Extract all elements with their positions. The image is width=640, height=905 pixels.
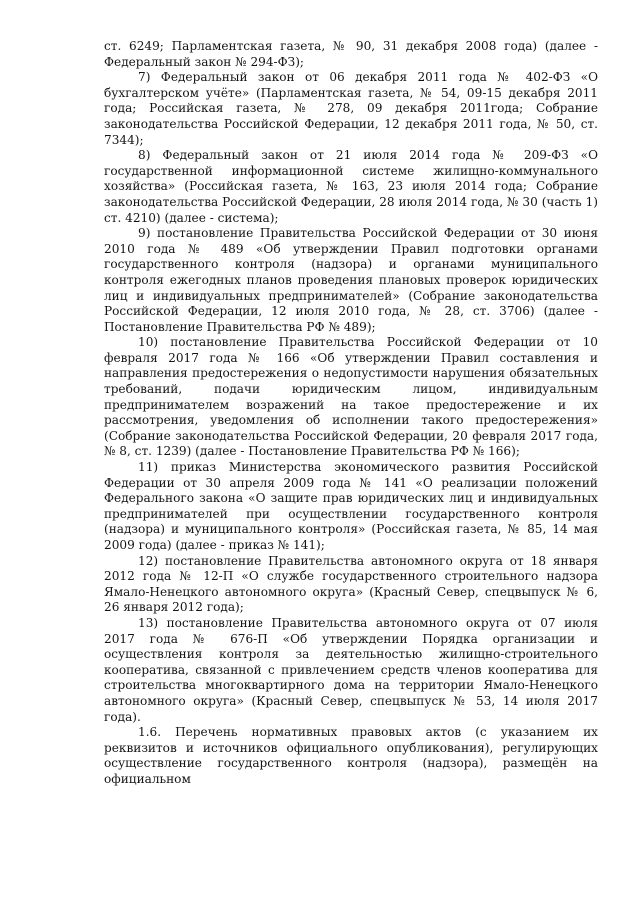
- document-page: [104, 39, 598, 788]
- list-item-8: 8) Федеральный закон от 21 июля 2014 года № 209-ФЗ «О государственной информационной системе жилищно-коммунального хозяйства» (Российская газета, № 163, 23 июля 2014 года; Собрание законодательства Российской Федерации, 28 июля 2014 года, № 30 (часть 1) ст. 4210) (далее - система);: [104, 148, 598, 225]
- list-item-10: 10) постановление Правительства Российской Федерации от 10 февраля 2017 года № 166 «Об утверждении Правил составления и направления предостережения о недопустимости нарушения обязательных требований, подачи юридическим лицом, индивидуальным предпринимателем возражений на такое предостережение и их рассмотрения, уведомления об исполнении такого предостережения» (Собрание законодательства Российской Федерации, 20 февраля 2017 года, № 8, ст. 1239) (далее - Постановление Правительства РФ № 166);: [104, 335, 598, 459]
- list-item-9: 9) постановление Правительства Российской Федерации от 30 июня 2010 года № 489 «Об утверждении Правил подготовки органами государственного контроля (надзора) и органами муниципального контроля ежегодных планов проведения плановых проверок юридических лиц и индивидуальных предпринимателей» (Собрание законодательства Российской Федерации, 12 июля 2010 года, № 28, ст. 3706) (далее - Постановление Правительства РФ № 489);: [104, 226, 598, 334]
- list-item-12: 12) постановление Правительства автономного округа от 18 января 2012 года № 12-П «О службе государственного строительного надзора Ямало-Ненецкого автономного округа» (Красный Север, спецвыпуск № 6, 26 января 2012 года);: [104, 553, 598, 615]
- list-item-11: 11) приказ Министерства экономического развития Российской Федерации от 30 апреля 2009 года № 141 «О реализации положений Федерального закона «О защите прав юридических лиц и индивидуальных предпринимателей при осуществлении государственного контроля (надзора) и муниципального контроля» (Российская газета, № 85, 14 мая 2009 года) (далее - приказ № 141);: [104, 460, 598, 552]
- section-1-6-paragraph: 1.6. Перечень нормативных правовых актов (с указанием их реквизитов и источников официального опубликования), регулирующих осуществление государственного контроля (надзора), размещён на официальном: [104, 725, 598, 786]
- list-item-7: 7) Федеральный закон от 06 декабря 2011 года № 402-ФЗ «О бухгалтерском учёте» (Парламентская газета, № 54, 09-15 декабря 2011 года; Российская газета, № 278, 09 декабря 2011года; Собрание законодательства Российской Федерации, 12 декабря 2011 года, № 50, ст. 7344);: [104, 70, 598, 147]
- list-item-13: 13) постановление Правительства автономного округа от 07 июля 2017 года № 676-П «Об утверждении Порядка организации и осуществления контроля за деятельностью жилищно-строительного кооператива, связанной с привлечением средств членов кооператива для строительства многоквартирного дома на территории Ямало-Ненецкого автономного округа» (Красный Север, спецвыпуск № 53, 14 июля 2017 года).: [104, 615, 598, 724]
- paragraph-continuation: ст. 6249; Парламентская газета, № 90, 31 декабря 2008 года) (далее - Федеральный закон № 294-ФЗ);: [104, 39, 598, 69]
